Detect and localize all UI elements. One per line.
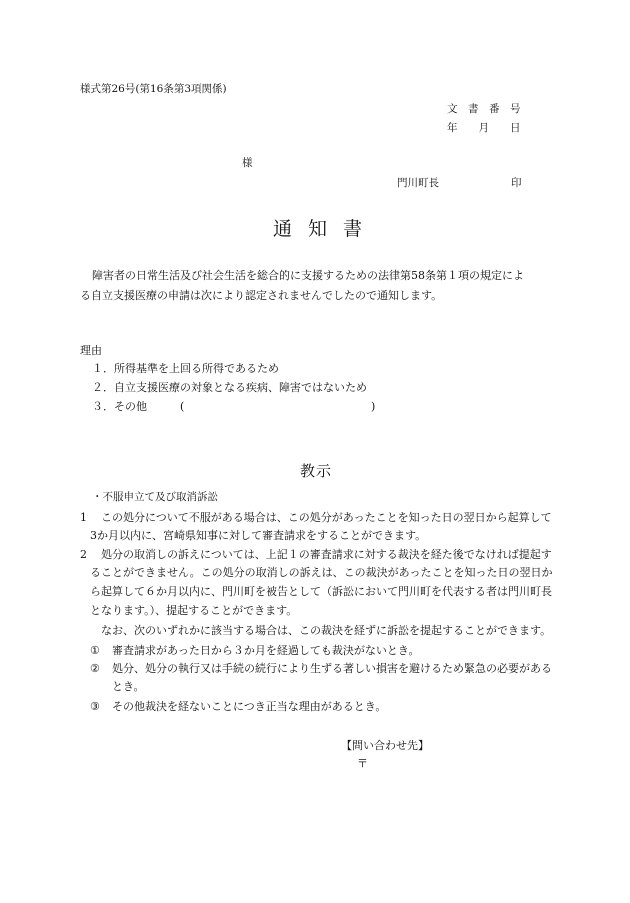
sub-item-1-number: ① [90,644,100,657]
instruction-subheading: ・不服申立て及び取消訴訟 [92,491,218,503]
reason-other-close-paren: ) [371,400,376,413]
reason-item-1: １．所得基準を上回る所得であるため [92,362,279,375]
instruction-item-1-number: 1 [80,511,87,524]
form-number: 様式第26号(第16条第3項関係) [80,83,227,95]
sub-item-3-line-1: その他裁決を経ないことにつき正当な理由があるとき。 [112,700,387,713]
postal-mark: 〒 [357,757,368,770]
page-title: 通知書 [273,218,379,240]
instruction-item-2-line-2: ることができません。この処分の取消しの訴えは、この裁決があったことを知った日の翌日か [90,566,553,579]
instruction-item-1-line-2: 3か月以内に、宮崎県知事に対して審査請求をすることができます。 [90,529,427,542]
instruction-item-2-line-3: ら起算して６か月以内に、門川町を被告として（訴訟において門川町を代表する者は門川町長 [90,585,552,598]
sub-item-2-line-2: とき。 [112,680,145,693]
instruction-item-2-number: 2 [80,548,87,561]
reason-heading: 理由 [80,344,102,357]
instruction-note: なお、次のいずれかに該当する場合は、この裁決を経ずに訴訟を提起することができます。 [101,624,552,637]
instruction-item-2-line-4: となります。）、提起することができます。 [90,604,298,617]
reason-item-3: ３．その他 [92,400,147,413]
instruction-heading: 教示 [300,462,333,480]
instruction-item-1-line-1: この処分について不服がある場合は、この処分があったことを知った日の翌日から起算して [101,511,552,524]
seal-mark: 印 [511,177,522,189]
sub-item-1-line-1: 審査請求があった日から３か月を経過しても裁決がないとき。 [112,644,420,657]
instruction-item-2-line-1: 処分の取消しの訴えについては、上記１の審査請求に対する裁決を経た後でなければ提起す [101,548,552,561]
reason-item-2: ２．自立支援医療の対象となる疾病、障害ではないため [92,381,367,394]
reason-other-open-paren: ( [180,400,185,413]
sub-item-2-line-1: 処分、処分の執行又は手続の続行により生ずる著しい損害を避けるため緊急の必要がある [112,662,552,675]
sub-item-2-number: ② [90,662,100,675]
date-label: 年 月 日 [447,122,521,134]
intro-line-2: る自立支援医療の申請は次により認定されませんでしたので通知します。 [80,289,443,302]
contact-label: 【問い合わせ先】 [341,739,429,752]
document-number-label: 文 書 番 号 [447,103,521,115]
issuer-name: 門川町長 [397,177,439,189]
recipient-suffix: 様 [242,157,253,169]
intro-line-1: 障害者の日常生活及び社会生活を総合的に支援するための法律第58条第１項の規定によ [92,269,524,282]
sub-item-3-number: ③ [90,700,100,713]
